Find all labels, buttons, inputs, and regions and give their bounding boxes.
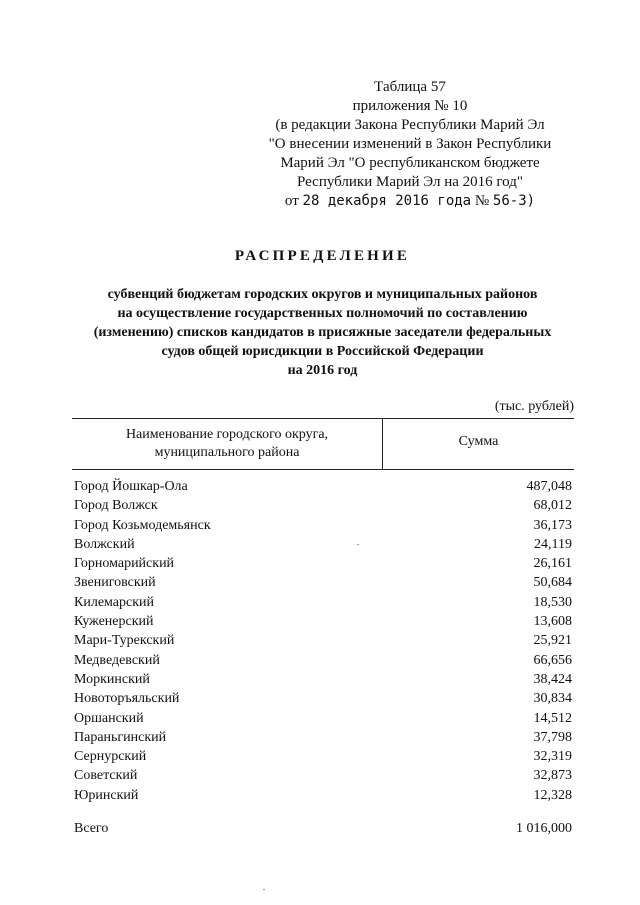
amendment-number-label: № xyxy=(474,193,490,209)
row-value: 32,319 xyxy=(533,749,572,765)
table-row xyxy=(72,631,574,650)
total-value: 1 016,000 xyxy=(516,821,572,836)
total-row xyxy=(72,819,574,839)
table-row xyxy=(72,593,574,612)
table-row xyxy=(72,535,574,554)
table-row xyxy=(72,766,574,785)
row-value: 68,012 xyxy=(533,498,572,514)
row-value: 24,119 xyxy=(534,536,572,552)
row-value: 487,048 xyxy=(526,479,572,494)
row-name: Моркинский xyxy=(74,671,150,687)
table-row xyxy=(72,651,574,670)
row-value: 36,173 xyxy=(533,517,572,533)
row-name: Куженерский xyxy=(74,614,154,630)
table-row xyxy=(72,670,574,689)
table-row xyxy=(72,477,574,496)
header-line-appendix: приложения № 10 xyxy=(352,98,468,114)
column-header-name xyxy=(72,426,382,462)
row-value: 38,424 xyxy=(533,671,572,687)
table-header xyxy=(72,418,574,470)
row-value: 50,684 xyxy=(533,575,572,591)
header-line-edition: (в редакции Закона Республики Марий Эл xyxy=(275,117,545,133)
table-row xyxy=(72,747,574,766)
row-name: Советский xyxy=(74,768,138,784)
row-name: Город Козьмодемьянск xyxy=(74,517,211,533)
column-header-name-line-2: муниципального района xyxy=(154,445,300,460)
scan-speck xyxy=(263,889,265,890)
row-value: 32,873 xyxy=(533,768,572,784)
row-name: Юринский xyxy=(74,787,139,803)
document-title: РАСПРЕДЕЛЕНИЕ xyxy=(234,248,411,264)
total-label: Всего xyxy=(74,821,109,836)
row-value: 37,798 xyxy=(533,729,572,745)
table-row xyxy=(72,786,574,805)
column-header-name-line-1: Наименование городского округа, xyxy=(125,427,329,442)
subtitle-line-4: судов общей юрисдикции в Российской Федерации xyxy=(161,344,484,359)
row-name: Параньгинский xyxy=(74,729,167,745)
row-value: 26,161 xyxy=(533,556,572,572)
table-row xyxy=(72,573,574,592)
units-label: (тыс. рублей) xyxy=(494,399,574,414)
header-line-amendment xyxy=(250,192,570,211)
row-name: Город Волжск xyxy=(74,498,158,514)
row-name: Волжский xyxy=(74,536,135,552)
row-value: 12,328 xyxy=(533,787,572,803)
table-row xyxy=(72,554,574,573)
row-value: 25,921 xyxy=(533,633,572,649)
row-value: 13,608 xyxy=(533,614,572,630)
subtitle-line-5: на 2016 год xyxy=(287,363,358,378)
row-name: Новоторъяльский xyxy=(74,691,180,707)
header-line-law-title-2: Марий Эл "О республиканском бюджете xyxy=(280,155,540,171)
column-header-sum: Сумма xyxy=(458,434,499,449)
row-value: 18,530 xyxy=(533,594,572,610)
table-body xyxy=(72,477,574,805)
row-value: 30,834 xyxy=(533,691,572,707)
row-name: Город Йошкар-Ола xyxy=(74,479,188,494)
row-value: 14,512 xyxy=(533,710,572,726)
header-line-law-title-3: Республики Марий Эл на 2016 год" xyxy=(296,174,524,190)
table-row xyxy=(72,496,574,515)
table-row xyxy=(72,709,574,728)
document-header xyxy=(250,78,570,211)
header-line-law-title-1: "О внесении изменений в Закон Республики xyxy=(268,136,552,152)
row-name: Оршанский xyxy=(74,710,144,726)
subtitle-line-3: (изменению) списков кандидатов в присяжные заседатели федеральных xyxy=(93,325,552,340)
amendment-number: 56-З) xyxy=(492,193,536,209)
distribution-table xyxy=(72,418,574,836)
scan-speck xyxy=(357,544,359,545)
row-name: Килемарский xyxy=(74,594,155,610)
row-name: Горномарийский xyxy=(74,556,175,572)
row-name: Сернурский xyxy=(74,749,147,765)
row-value: 66,656 xyxy=(533,652,572,668)
row-name: Мари-Турекский xyxy=(74,633,175,649)
subtitle-line-2: на осуществление государственных полномочий по составлению xyxy=(117,306,528,321)
subtitle-line-1: субвенций бюджетам городских округов и муниципальных районов xyxy=(107,287,538,302)
header-line-table-number: Таблица 57 xyxy=(374,79,446,95)
table-row xyxy=(72,612,574,631)
title-block xyxy=(70,248,575,380)
amendment-prefix: от xyxy=(284,193,299,209)
table-row xyxy=(72,689,574,708)
table-row xyxy=(72,728,574,747)
row-name: Звениговский xyxy=(74,575,156,591)
row-name: Медведевский xyxy=(74,652,160,668)
table-row xyxy=(72,516,574,535)
amendment-date: 28 декабря 2016 года xyxy=(302,193,472,209)
